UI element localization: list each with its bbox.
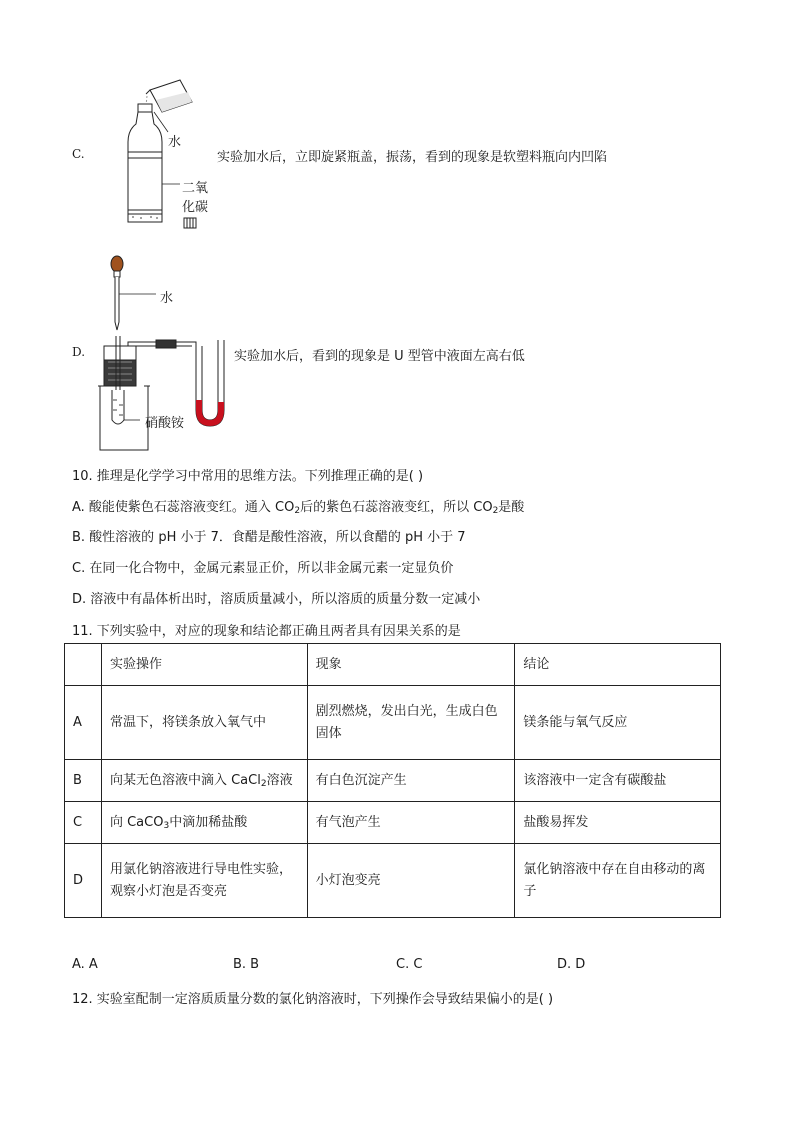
- label-water-c: 水: [168, 135, 182, 150]
- row-operation: 向某无色溶液中滴入 CaCl$_2$溶液: [101, 760, 307, 802]
- table-row: [65, 686, 721, 760]
- q10-option-b: B. 酸性溶液的 pH 小于 7．食醋是酸性溶液，所以食醋的 pH 小于 7: [72, 530, 466, 545]
- q11-answer-c: C. C: [396, 957, 423, 972]
- table-row: [65, 760, 721, 802]
- q10-option-c: C. 在同一化合物中，金属元素显正价，所以非金属元素一定显负价: [72, 561, 454, 576]
- dropper-icon: [111, 256, 123, 330]
- row-operation: 向 CaCO$_3$中滴加稀盐酸: [101, 802, 307, 844]
- label-water-d: 水: [160, 291, 174, 306]
- table-row: [65, 802, 721, 844]
- table-header-row: [65, 644, 721, 686]
- label-ammonium-nitrate: 硝酸铵: [145, 416, 185, 431]
- bottle-cap-icon: [184, 218, 196, 228]
- row-conclusion: 氯化钠溶液中存在自由移动的离子: [515, 844, 721, 918]
- q11-answer-a: A. A: [72, 957, 98, 972]
- row-id: B: [65, 760, 102, 802]
- row-operation: 常温下，将镁条放入氧气中: [101, 686, 307, 760]
- option-c-letter: C.: [72, 147, 85, 161]
- table-header-cell: 实验操作: [101, 644, 307, 686]
- option-c-text: 实验加水后，立即旋紧瓶盖，振荡，看到的现象是软塑料瓶向内凹陷: [217, 150, 608, 165]
- q10-option-a: A. 酸能使紫色石蕊溶液变红。通入 $CO_2$后的紫色石蕊溶液变红，所以 $CO_2$是酸: [72, 500, 525, 516]
- table-header-cell: 结论: [515, 644, 721, 686]
- u-tube-icon: [192, 340, 224, 426]
- connecting-tube-icon: [128, 340, 192, 348]
- row-phenomenon: 有白色沉淀产生: [307, 760, 515, 802]
- wide-mouth-bottle-icon: [98, 386, 150, 450]
- q12-stem: 12. 实验室配制一定溶质质量分数的氯化钠溶液时，下列操作会导致结果偏小的是( ): [72, 992, 554, 1007]
- row-operation: 用氯化钠溶液进行导电性实验，观察小灯泡是否变亮: [101, 844, 307, 918]
- row-conclusion: 该溶液中一定含有碳酸盐: [515, 760, 721, 802]
- row-id: C: [65, 802, 102, 844]
- label-co2-line1: 二氧: [182, 181, 209, 196]
- plastic-bottle-icon: [128, 104, 162, 222]
- q11-stem: 11. 下列实验中，对应的现象和结论都正确且两者具有因果关系的是: [72, 624, 461, 639]
- row-id: D: [65, 844, 102, 918]
- q11-answer-b: B. B: [233, 957, 260, 972]
- row-phenomenon: 小灯泡变亮: [307, 844, 515, 918]
- row-conclusion: 盐酸易挥发: [515, 802, 721, 844]
- q11-table: [64, 643, 721, 918]
- row-phenomenon: 有气泡产生: [307, 802, 515, 844]
- row-id: A: [65, 686, 102, 760]
- beaker-icon: [146, 80, 192, 112]
- option-d-text: 实验加水后，看到的现象是 U 型管中液面左高右低: [234, 349, 525, 364]
- table-row: [65, 844, 721, 918]
- q10-option-d: D. 溶液中有晶体析出时，溶质质量减小，所以溶质的质量分数一定减小: [72, 592, 481, 607]
- q10-stem: 10. 推理是化学学习中常用的思维方法。下列推理正确的是( ): [72, 469, 424, 484]
- option-d-letter: D.: [72, 345, 86, 359]
- table-header-cell: [65, 644, 102, 686]
- table-header-cell: 现象: [307, 644, 515, 686]
- label-co2-line2: 化碳: [182, 200, 209, 215]
- row-phenomenon: 剧烈燃烧，发出白光，生成白色固体: [307, 686, 515, 760]
- row-conclusion: 镁条能与氧气反应: [515, 686, 721, 760]
- q11-answer-d: D. D: [557, 957, 586, 972]
